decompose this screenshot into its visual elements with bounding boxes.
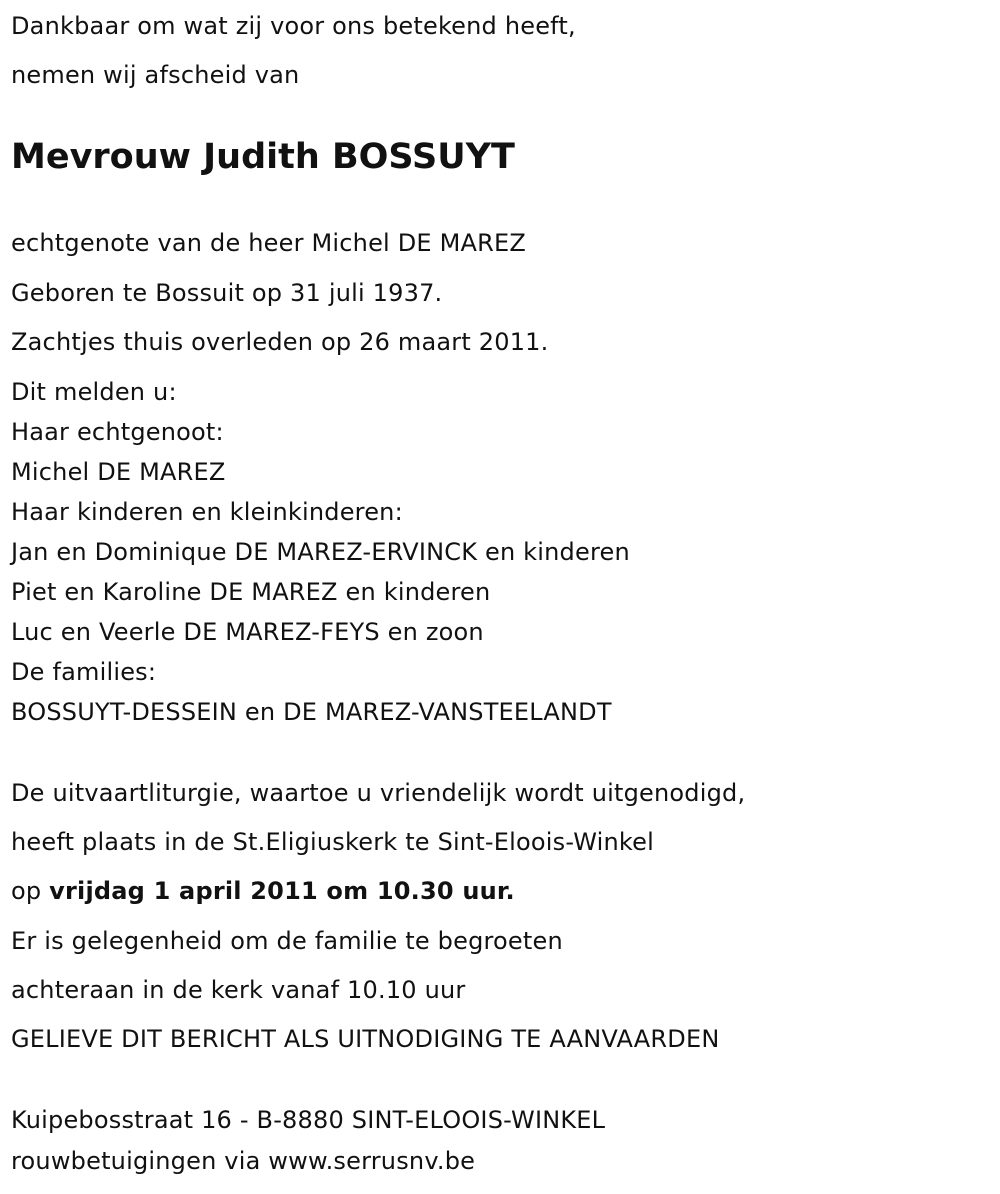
greeting-line-1: Er is gelegenheid om de familie te begroeten xyxy=(11,927,563,955)
funeral-date: vrijdag 1 april 2011 om 10.30 uur. xyxy=(49,877,515,905)
funeral-line-2: heeft plaats in de St.Eligiuskerk te Sint-Eloois-Winkel xyxy=(11,828,655,856)
spouse-name: Michel DE MAREZ xyxy=(11,458,226,486)
child-line: Piet en Karoline DE MAREZ en kinderen xyxy=(11,578,491,606)
address-line: Kuipebosstraat 16 - B-8880 SINT-ELOOIS-WINKEL xyxy=(11,1106,606,1134)
greeting-line-2: achteraan in de kerk vanaf 10.10 uur xyxy=(11,976,466,1004)
children-label: Haar kinderen en kleinkinderen: xyxy=(11,498,403,526)
family-intro: Dit melden u: xyxy=(11,378,177,406)
spouse-label: Haar echtgenoot: xyxy=(11,418,224,446)
child-line: Jan en Dominique DE MAREZ-ERVINCK en kinderen xyxy=(11,538,630,566)
families-label: De families: xyxy=(11,658,157,686)
invitation-notice: GELIEVE DIT BERICHT ALS UITNODIGING TE AANVAARDEN xyxy=(11,1025,720,1053)
deceased-name: Mevrouw Judith BOSSUYT xyxy=(11,137,515,177)
spouse-line: echtgenote van de heer Michel DE MAREZ xyxy=(11,229,527,257)
born-line: Geboren te Bossuit op 31 juli 1937. xyxy=(11,279,443,307)
child-line: Luc en Veerle DE MAREZ-FEYS en zoon xyxy=(11,618,484,646)
families-names: BOSSUYT-DESSEIN en DE MAREZ-VANSTEELANDT xyxy=(11,698,612,726)
condolences-line: rouwbetuigingen via www.serrusnv.be xyxy=(11,1147,476,1175)
died-line: Zachtjes thuis overleden op 26 maart 2011. xyxy=(11,328,549,356)
intro-line-2: nemen wij afscheid van xyxy=(11,61,300,89)
funeral-date-line xyxy=(11,876,515,906)
funeral-line-1: De uitvaartliturgie, waartoe u vriendelijk wordt uitgenodigd, xyxy=(11,779,746,807)
intro-line-1: Dankbaar om wat zij voor ons betekend heeft, xyxy=(11,12,576,40)
funeral-date-prefix: op xyxy=(11,877,50,905)
